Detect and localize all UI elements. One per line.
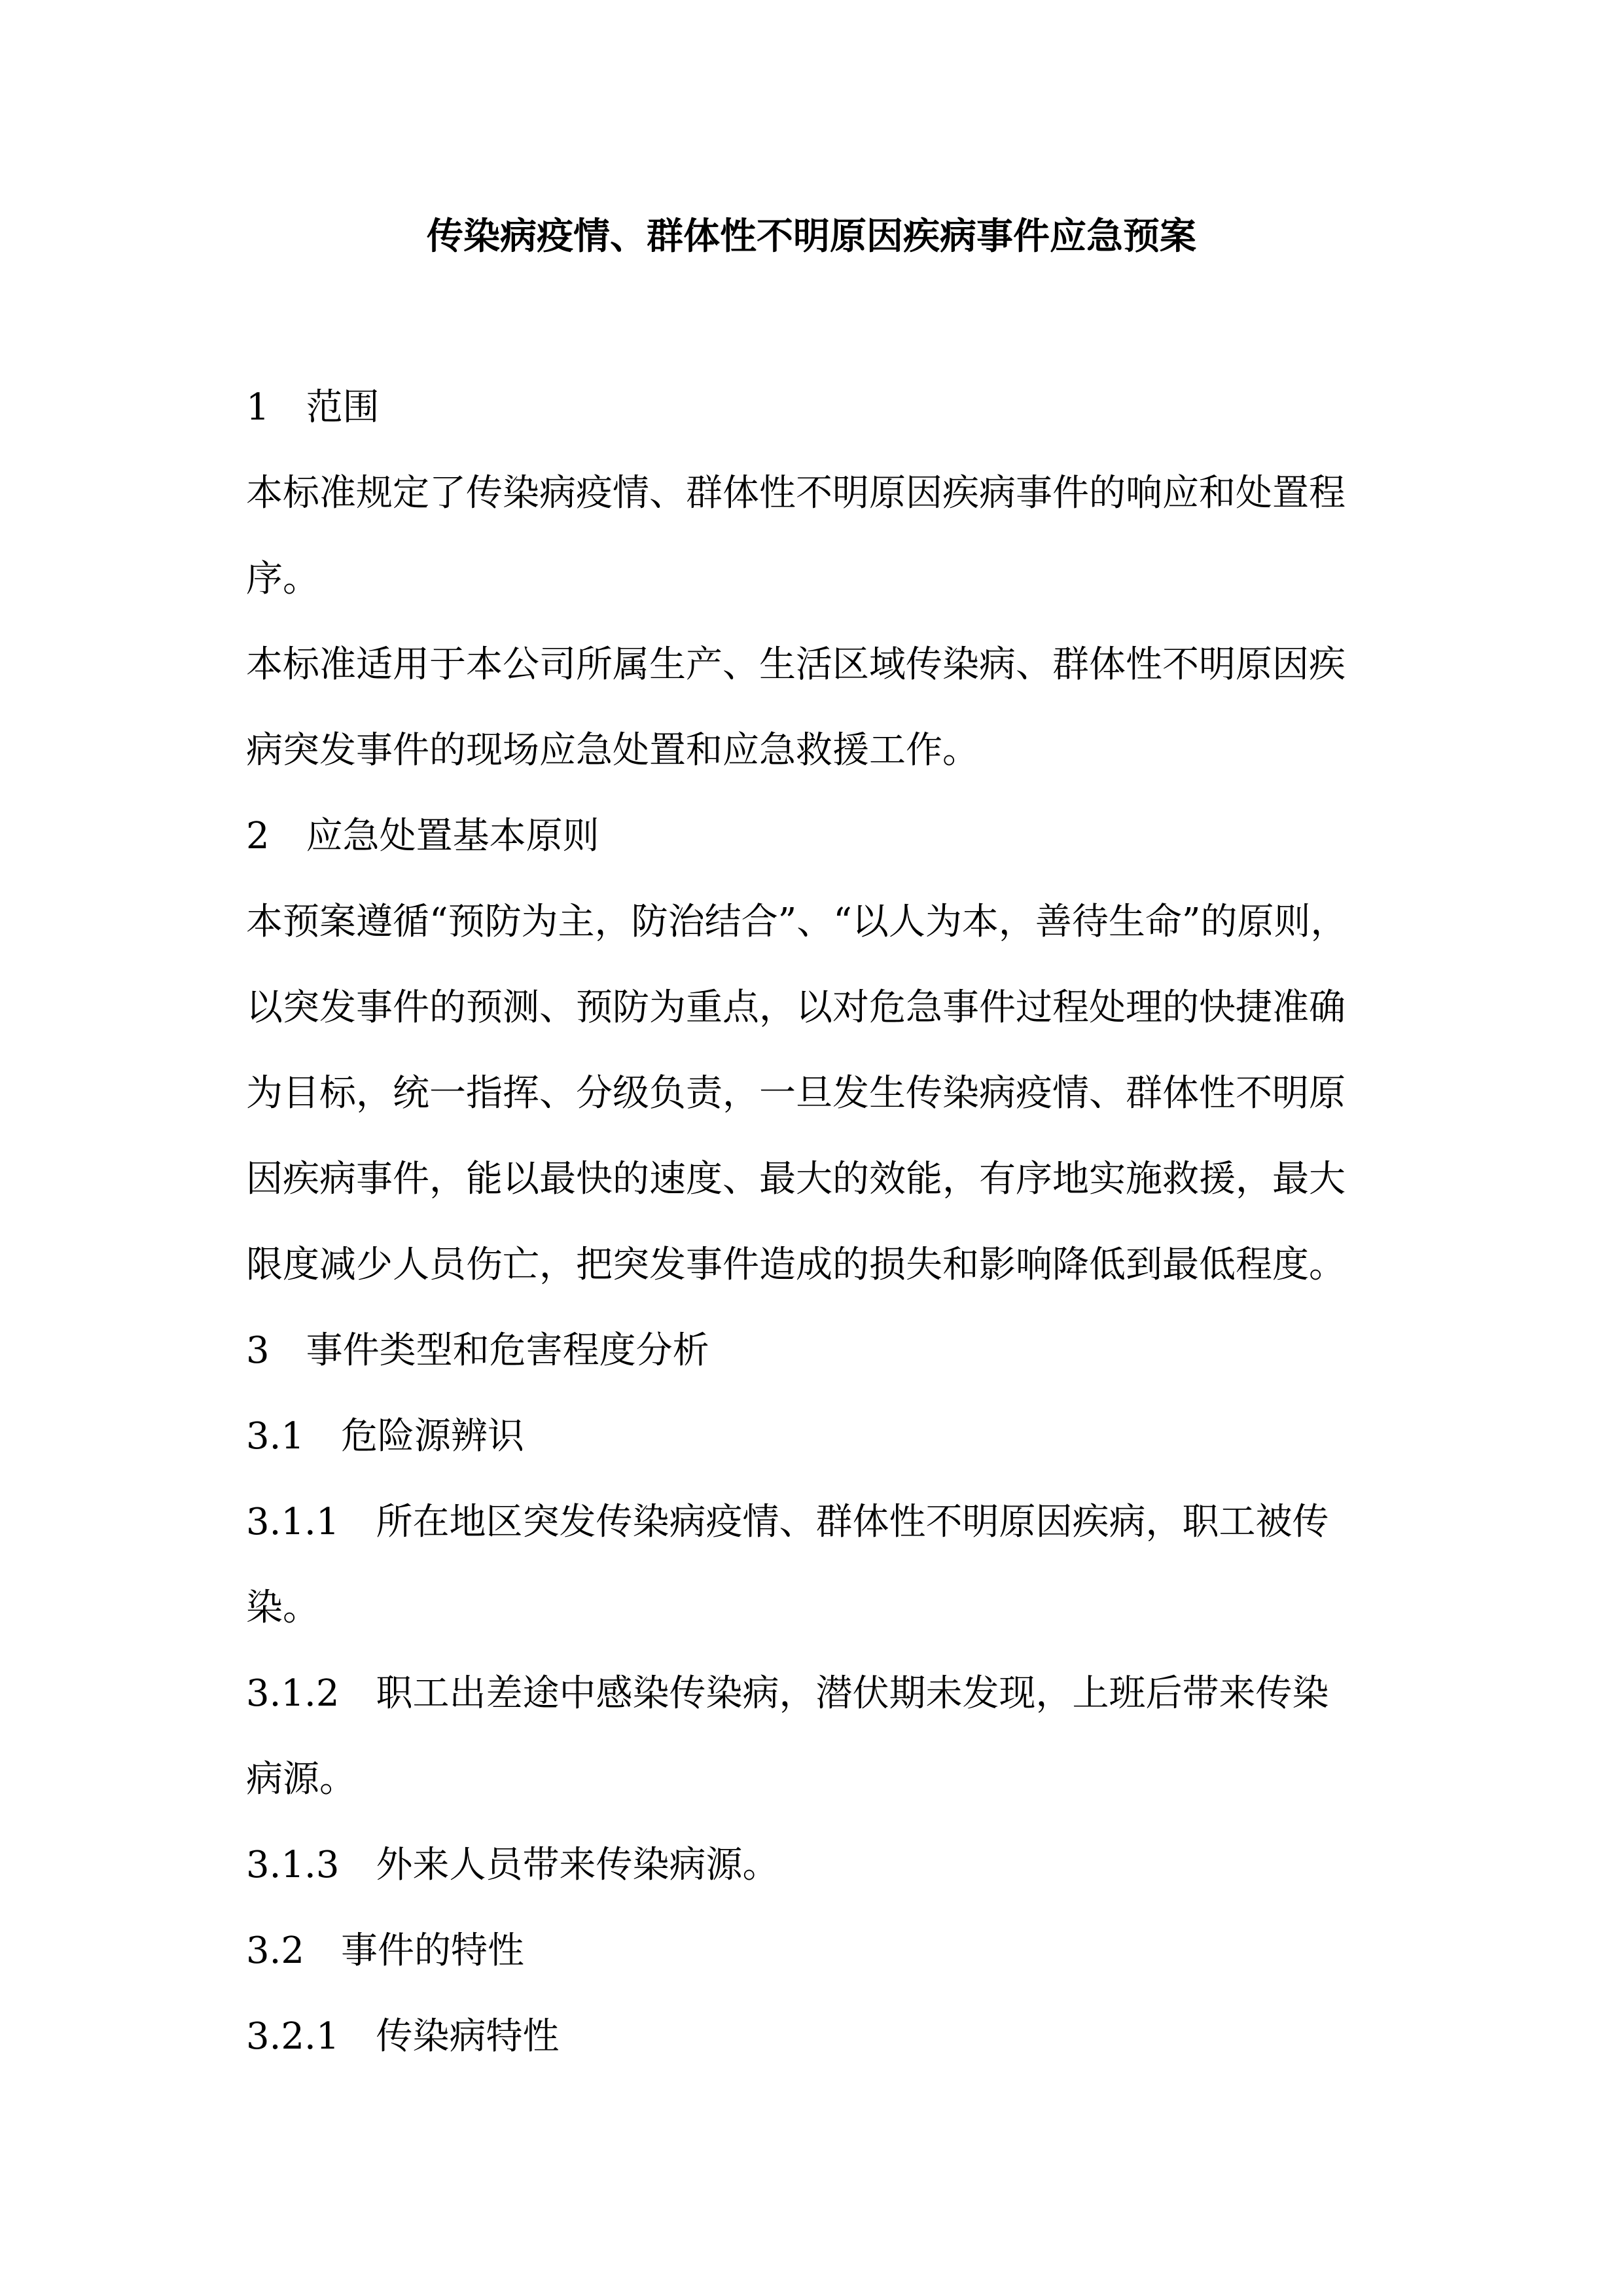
subsection-heading-hazard-identification: 3.1 危险源辨识 bbox=[246, 1415, 525, 1458]
document-title: 传染病疫情、群体性不明原因疾病事件应急预案 bbox=[427, 215, 1196, 258]
section-heading-scope: 1 范围 bbox=[246, 386, 380, 429]
body-line: 因疾病事件，能以最快的速度、最大的效能，有序地实施救援，最大 bbox=[246, 1158, 1346, 1200]
body-line: 本标准规定了传染病疫情、群体性不明原因疾病事件的响应和处置程 bbox=[246, 472, 1346, 514]
clause-3-1-1: 3.1.1 所在地区突发传染病疫情、群体性不明原因疾病，职工被传 bbox=[246, 1501, 1329, 1543]
subsection-heading-event-characteristics: 3.2 事件的特性 bbox=[246, 1929, 525, 1972]
body-line: 病源。 bbox=[246, 1758, 356, 1801]
section-heading-principles: 2 应急处置基本原则 bbox=[246, 815, 599, 857]
section-heading-analysis: 3 事件类型和危害程度分析 bbox=[246, 1329, 709, 1372]
clause-3-2-1: 3.2.1 传染病特性 bbox=[246, 2015, 560, 2058]
clause-3-1-3: 3.1.3 外来人员带来传染病源。 bbox=[246, 1844, 779, 1886]
body-line: 本标准适用于本公司所属生产、生活区域传染病、群体性不明原因疾 bbox=[246, 643, 1346, 686]
body-line: 染。 bbox=[246, 1587, 319, 1629]
body-line: 本预案遵循“预防为主，防治结合”、“以人为本，善待生命”的原则， bbox=[246, 901, 1347, 943]
body-line: 为目标，统一指挥、分级负责，一旦发生传染病疫情、群体性不明原 bbox=[246, 1072, 1346, 1115]
body-line: 限度减少人员伤亡，把突发事件造成的损失和影响降低到最低程度。 bbox=[246, 1244, 1346, 1286]
body-line: 序。 bbox=[246, 558, 319, 600]
body-line: 病突发事件的现场应急处置和应急救援工作。 bbox=[246, 729, 979, 772]
clause-3-1-2: 3.1.2 职工出差途中感染传染病，潜伏期未发现，上班后带来传染 bbox=[246, 1672, 1329, 1715]
body-line: 以突发事件的预测、预防为重点，以对危急事件过程处理的快捷准确 bbox=[246, 986, 1346, 1029]
